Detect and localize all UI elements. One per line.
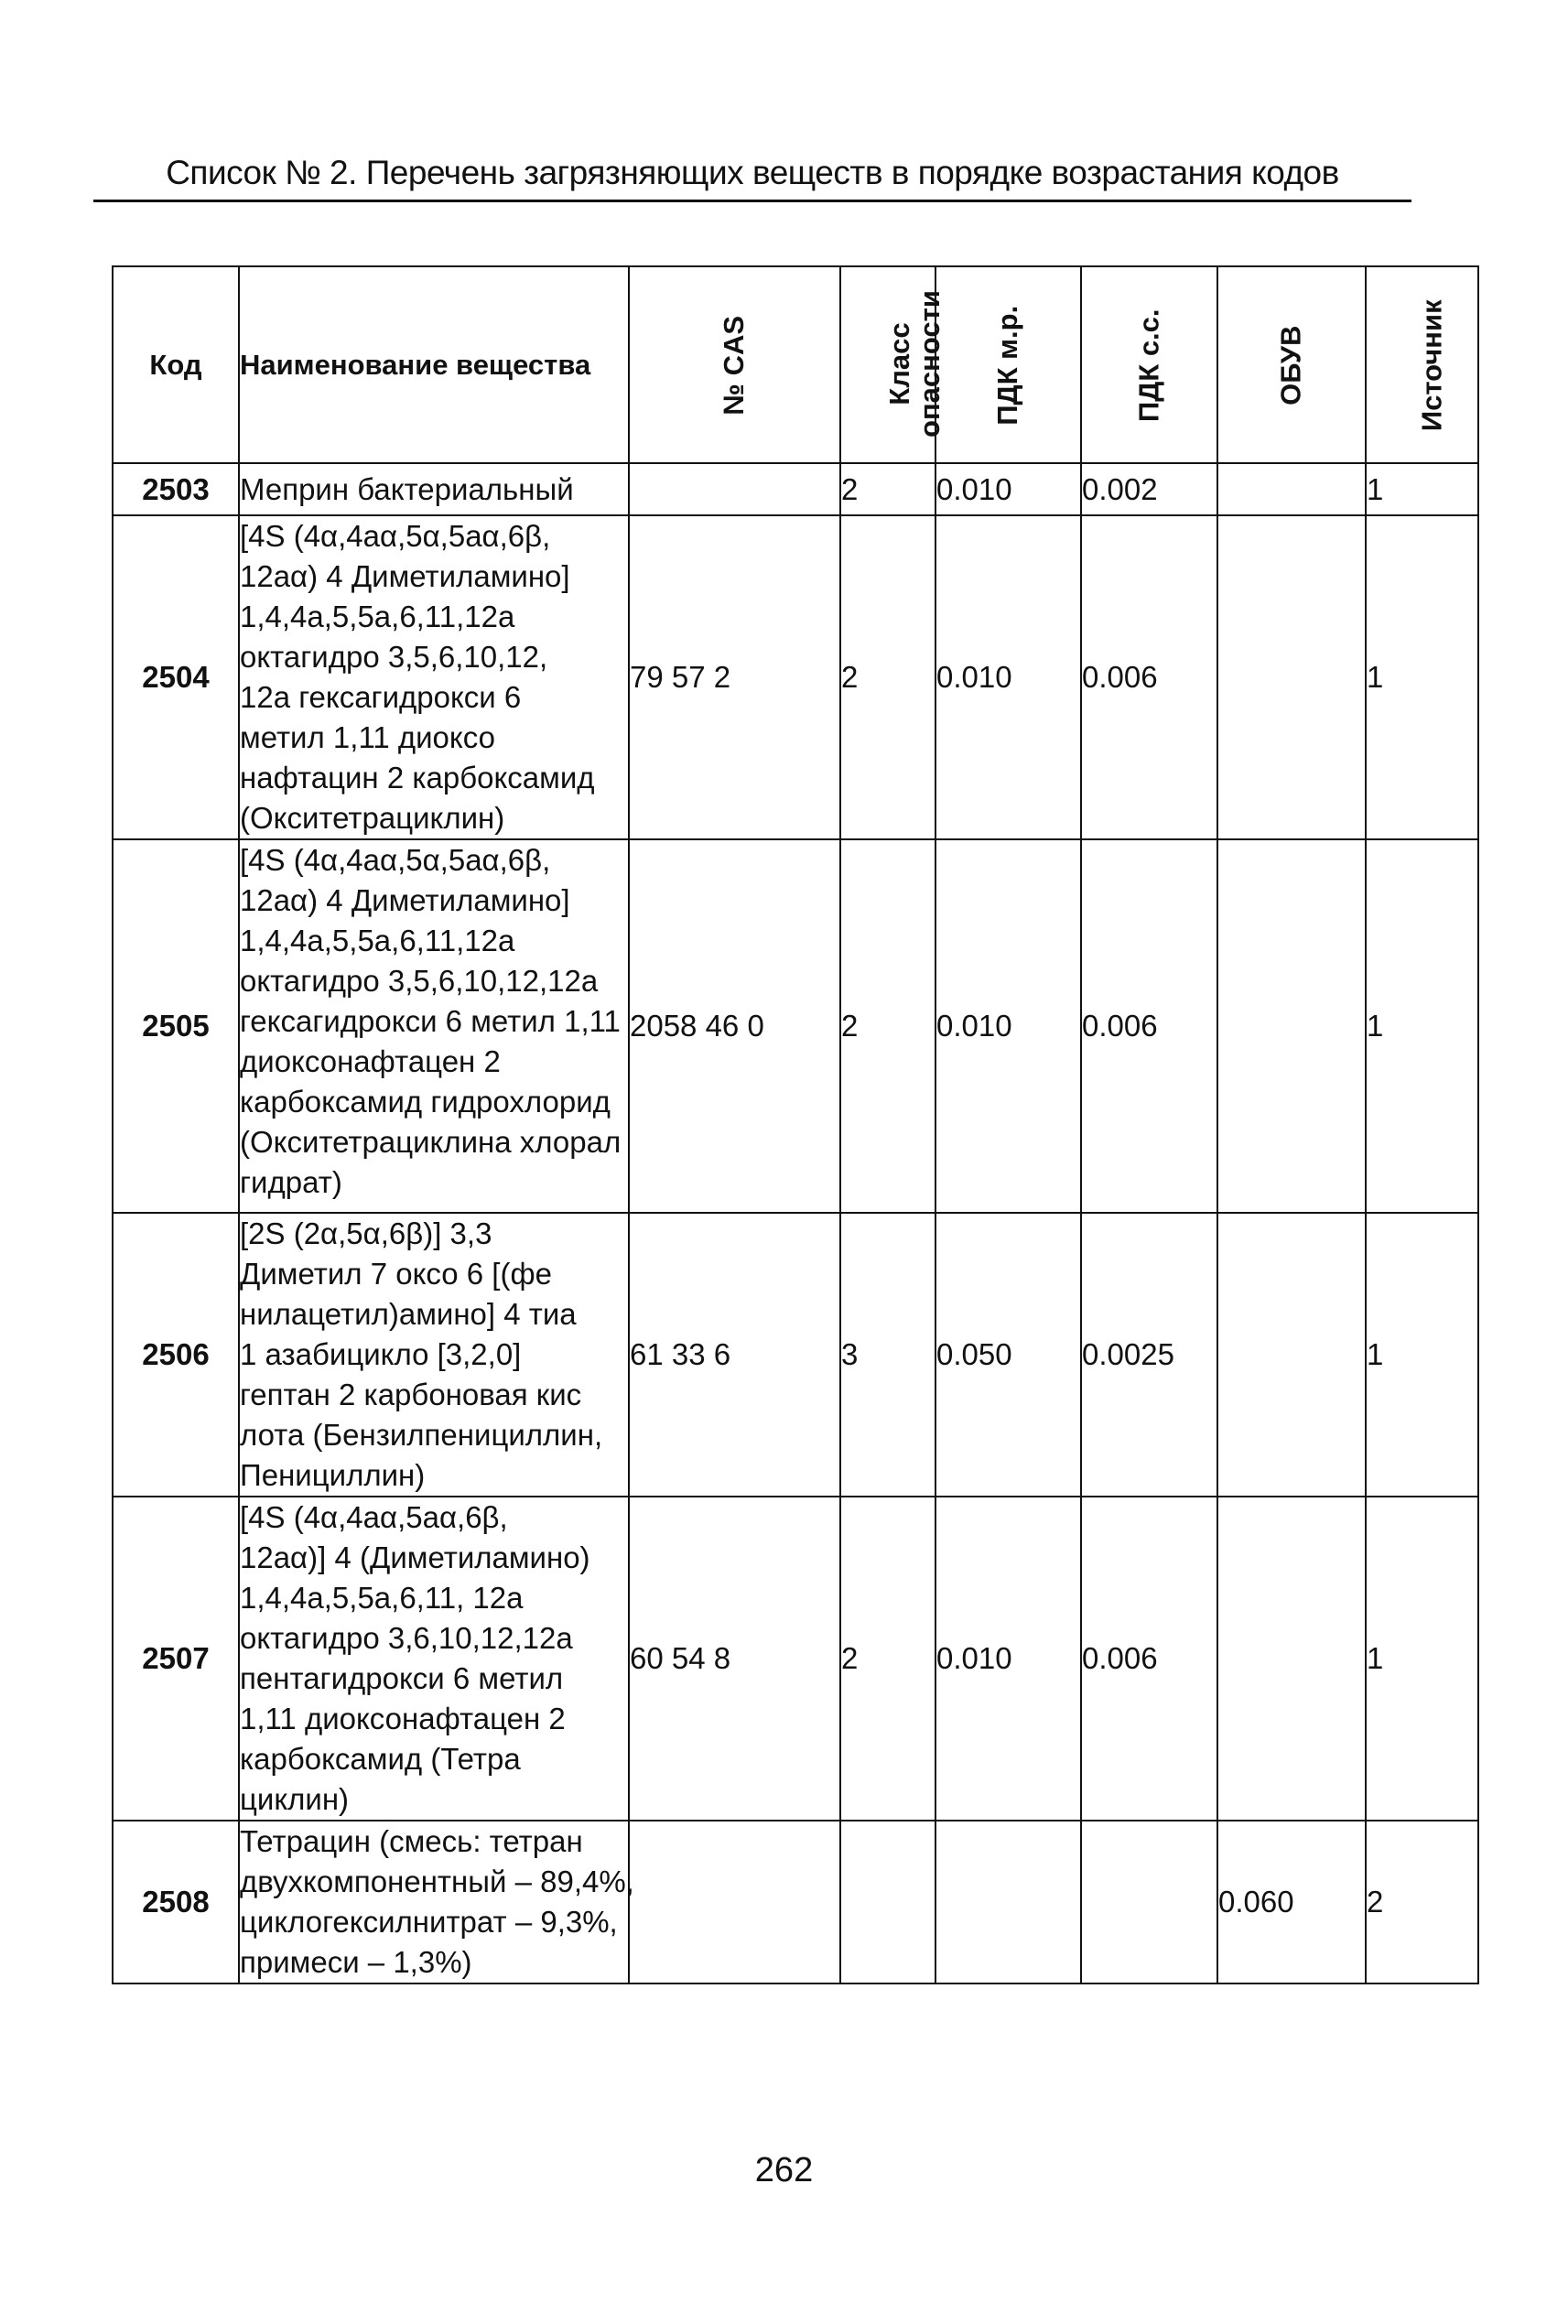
cell-name-line: (Окситетрациклин) [240, 801, 505, 835]
cell-pdk-mr: 0.010 [935, 515, 1081, 839]
cell-pdk-ss: 0.002 [1081, 463, 1217, 515]
cell-name-line: лота (Бензилпенициллин, [240, 1418, 603, 1452]
cell-cas: 79 57 2 [629, 515, 840, 839]
cell-name-line: примеси – 1,3%) [240, 1945, 472, 1979]
cell-name-line: [4S (4α,4aα,5aα,6β, [240, 1500, 508, 1534]
column-header-cas: № CAS [629, 266, 840, 463]
cell-code: 2505 [113, 839, 239, 1213]
cell-source: 1 [1366, 1213, 1478, 1497]
cell-name-line: 1,4,4a,5,5a,6,11,12a [240, 924, 515, 957]
cell-hazard-class: 2 [840, 839, 935, 1213]
cell-name-line: Диметил 7 оксо 6 [(фе [240, 1257, 552, 1291]
cell-name [239, 1497, 629, 1821]
cell-obuv [1217, 463, 1366, 515]
cell-name-line: 12aα) 4 Диметиламино] [240, 883, 570, 917]
cell-hazard-class: 2 [840, 1497, 935, 1821]
page-title: Список № 2. Перечень загрязняющих веществ в порядке возрастания кодов [166, 154, 1339, 191]
table-row [113, 1821, 1478, 1984]
cell-name-line: 1 азабицикло [3,2,0] [240, 1337, 522, 1371]
cell-code: 2506 [113, 1213, 239, 1497]
cell-cas [629, 463, 840, 515]
cell-hazard-class: 2 [840, 463, 935, 515]
cell-cas: 60 54 8 [629, 1497, 840, 1821]
cell-name-line: [4S (4α,4aα,5α,5aα,6β, [240, 843, 551, 877]
cell-pdk-ss: 0.0025 [1081, 1213, 1217, 1497]
cell-pdk-mr [935, 1821, 1081, 1984]
cell-name-line: двухкомпонентный – 89,4%, [240, 1865, 634, 1898]
cell-obuv [1217, 1213, 1366, 1497]
table-row [113, 1497, 1478, 1821]
cell-obuv [1217, 1497, 1366, 1821]
cell-name-line: Пенициллин) [240, 1458, 426, 1492]
cell-name-line: 1,4,4a,5,5a,6,11, 12a [240, 1581, 524, 1615]
cell-pdk-ss [1081, 1821, 1217, 1984]
cell-name-line: пентагидрокси 6 метил [240, 1661, 564, 1695]
cell-pdk-ss: 0.006 [1081, 839, 1217, 1213]
cell-name-line: [2S (2α,5α,6β)] 3,3 [240, 1216, 492, 1250]
cell-name-line: Меприн бактериальный [240, 471, 574, 506]
cell-pdk-mr: 0.010 [935, 839, 1081, 1213]
cell-name-line: циклин) [240, 1782, 350, 1816]
cell-source: 2 [1366, 1821, 1478, 1984]
cell-cas: 2058 46 0 [629, 839, 840, 1213]
column-header-pdk-ss: ПДК с.с. [1081, 266, 1217, 463]
cell-obuv [1217, 515, 1366, 839]
cell-source: 1 [1366, 463, 1478, 515]
cell-name-line: октагидро 3,6,10,12,12a [240, 1621, 573, 1655]
cell-pdk-mr: 0.050 [935, 1213, 1081, 1497]
cell-name [239, 839, 629, 1213]
cell-name-line: нафтацин 2 карбоксамид [240, 761, 595, 794]
cell-name-line: октагидро 3,5,6,10,12,12a [240, 964, 599, 998]
table-row [113, 515, 1478, 839]
cell-name-line: гексагидрокси 6 метил 1,11 [240, 1004, 621, 1038]
header-divider [93, 200, 1411, 202]
column-header-pdk-mr: ПДК м.р. [935, 266, 1081, 463]
table-row [113, 1213, 1478, 1497]
cell-source: 1 [1366, 1497, 1478, 1821]
column-header-name: Наименование вещества [239, 266, 629, 463]
cell-name-line: гидрат) [240, 1165, 342, 1199]
substances-table [112, 265, 1479, 1984]
cell-code: 2508 [113, 1821, 239, 1984]
column-header-obuv: ОБУВ [1217, 266, 1366, 463]
cell-name-line: Тетрацин (смесь: тетран [240, 1824, 583, 1858]
cell-pdk-mr: 0.010 [935, 463, 1081, 515]
column-header-source: Источник [1366, 266, 1478, 463]
cell-name-line: 1,11 диоксонафтацен 2 [240, 1702, 566, 1735]
cell-name-line: 12aα) 4 Диметиламино] [240, 559, 570, 593]
cell-obuv: 0.060 [1217, 1821, 1366, 1984]
cell-name-line: карбоксамид гидрохлорид [240, 1085, 611, 1119]
cell-hazard-class [840, 1821, 935, 1984]
cell-name [239, 1821, 634, 1984]
cell-name-line: [4S (4α,4aα,5α,5aα,6β, [240, 519, 551, 553]
cell-code: 2504 [113, 515, 239, 839]
cell-code: 2503 [113, 463, 239, 515]
cell-hazard-class: 3 [840, 1213, 935, 1497]
table-header-row [113, 266, 1478, 463]
column-header-hazard-class: Класс опасности [840, 266, 935, 463]
cell-code: 2507 [113, 1497, 239, 1821]
cell-name-line: 12aα)] 4 (Диметиламино) [240, 1540, 590, 1574]
cell-name [239, 515, 629, 839]
table-row [113, 463, 1478, 515]
cell-name-line: (Окситетрациклина хлорал [240, 1125, 622, 1159]
column-header-code: Код [113, 266, 239, 463]
cell-name-line: 1,4,4a,5,5a,6,11,12a [240, 600, 515, 633]
cell-name-line: метил 1,11 диоксо [240, 720, 495, 754]
cell-hazard-class: 2 [840, 515, 935, 839]
cell-name-line: 12a гексагидрокси 6 [240, 680, 522, 714]
cell-source: 1 [1366, 515, 1478, 839]
table-row [113, 839, 1478, 1213]
cell-name-line: гептан 2 карбоновая кис [240, 1378, 582, 1411]
cell-pdk-ss: 0.006 [1081, 515, 1217, 839]
cell-name-line: циклогексилнитрат – 9,3%, [240, 1905, 618, 1939]
cell-cas: 61 33 6 [629, 1213, 840, 1497]
cell-pdk-ss: 0.006 [1081, 1497, 1217, 1821]
cell-name-line: октагидро 3,5,6,10,12, [240, 640, 548, 674]
cell-name-line: диоксонафтацен 2 [240, 1044, 501, 1078]
cell-source: 1 [1366, 839, 1478, 1213]
page-number: 262 [754, 2151, 814, 2189]
cell-pdk-mr: 0.010 [935, 1497, 1081, 1821]
cell-name [239, 1213, 629, 1497]
cell-name-line: нилацетил)амино] 4 тиа [240, 1297, 577, 1331]
cell-name-line: карбоксамид (Тетра [240, 1742, 521, 1776]
cell-name [239, 463, 629, 515]
cell-obuv [1217, 839, 1366, 1213]
cell-cas [629, 1821, 840, 1984]
